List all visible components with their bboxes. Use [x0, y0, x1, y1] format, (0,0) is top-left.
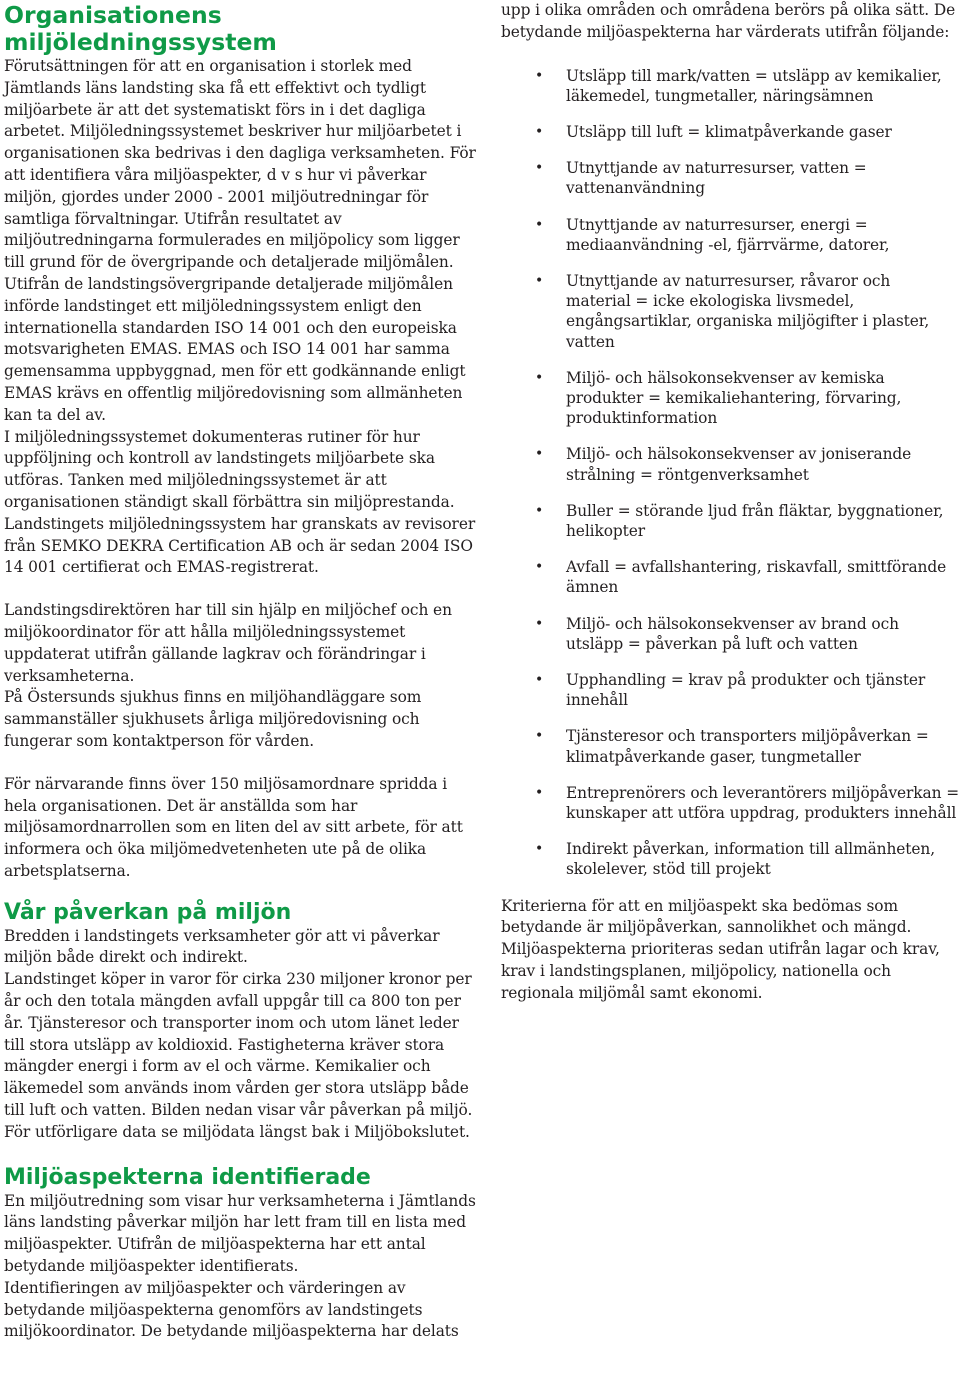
- bullet-icon: •: [535, 728, 544, 745]
- list-item: [501, 66, 959, 106]
- list-item: [501, 122, 959, 142]
- list-item: [501, 614, 959, 654]
- impact-details-paragraph: Landstinget köper in varor för cirka 230 miljoner kronor per år och den totala mängden avfall uppgår till ca 800 ton per år. Tjänsteresor och transporter inom och utom länet leder till stora utsläpp av koldioxid. Fastigheterna kräver stora mängder energi i form av el och värme. Kemikalier och läkemedel som används inom vården ger stora utsläpp både till luft och vatten. Bilden nedan visar vår påverkan på miljö. För utförligare data se miljödata längst bak i Miljöbokslutet.: [4, 970, 473, 1141]
- list-item: [501, 368, 959, 429]
- bullet-icon: •: [535, 446, 544, 463]
- priority-paragraph: Miljöaspekterna prioriteras sedan utifrån lagar och krav, krav i landstingsplanen, miljöpolicy, nationella och regionala miljömål samt ekonomi.: [501, 940, 940, 1002]
- list-item-text: Utnyttjande av naturresurser, råvaror och material = icke ekologiska livsmedel, engångsartiklar, organiska miljögifter i plaster, vatten: [566, 272, 930, 351]
- bullet-icon: •: [535, 559, 544, 576]
- bullet-icon: •: [535, 160, 544, 177]
- list-item: [501, 271, 959, 352]
- list-item-text: Tjänsteresor och transporters miljöpåverkan = klimatpåverkande gaser, tungmetaller: [566, 727, 929, 766]
- criteria-paragraph: Kriterierna för att en miljöaspekt ska bedömas som betydande är miljöpåverkan, sannolikhet och mängd.: [501, 896, 912, 937]
- list-item: [501, 726, 959, 766]
- bullet-icon: •: [535, 216, 544, 233]
- section-heading-impact: Vår påverkan på miljön: [4, 899, 292, 925]
- bullet-icon: •: [535, 67, 544, 84]
- bullet-icon: •: [535, 615, 544, 632]
- section-heading-aspects: Miljöaspekterna identifierade: [4, 1164, 371, 1190]
- aspect-list: [501, 66, 959, 880]
- list-item: [501, 158, 959, 198]
- coordinators-paragraph: För närvarande finns över 150 miljösamordnare spridda i hela organisationen. Det är anställda som har miljösamordnarrollen som en liten del av sitt arbete, för att informera och öka miljömedvetenheten ute på de olika arbetsplatserna.: [4, 774, 463, 880]
- list-item-text: Utsläpp till luft = klimatpåverkande gaser: [566, 123, 892, 141]
- director-paragraph: Landstingsdirektören har till sin hjälp en miljöchef och en miljökoordinator för att hålla miljöledningssystemet uppdaterat utifrån gällande lagkrav och förändringar i verksamheterna.: [4, 601, 452, 685]
- list-item-text: Upphandling = krav på produkter och tjänster innehåll: [566, 671, 926, 710]
- certification-paragraph: Landstingets miljöledningssystem har granskats av revisorer från SEMKO DEKRA Certification AB och är sedan 2004 ISO 14 001 certifierat och EMAS-registrerat.: [4, 514, 476, 577]
- continuation-paragraph: upp i olika områden och områdena berörs på olika sätt. De betydande miljöaspekterna har värderats utifrån följande:: [501, 1, 956, 41]
- bullet-icon: •: [535, 784, 544, 801]
- list-item: [501, 557, 959, 597]
- list-item: [501, 670, 959, 710]
- list-item-text: Indirekt påverkan, information till allmänheten, skolelever, stöd till projekt: [566, 840, 935, 879]
- bullet-icon: •: [535, 841, 544, 858]
- list-item-text: Utnyttjande av naturresurser, vatten = vattenanvändning: [566, 159, 867, 198]
- paragraph-spacer: [4, 1144, 476, 1165]
- paragraph-spacer: [4, 753, 476, 774]
- section-heading-management-system: Organisationens miljöledningssystem: [4, 1, 277, 56]
- list-item: [501, 215, 959, 255]
- paragraph-spacer: [4, 883, 476, 900]
- aspects-paragraph: En miljöutredning som visar hur verksamheterna i Jämtlands läns landsting påverkar miljön har lett fram till en lista med miljöaspekter. Utifrån de miljöaspekterna har ett antal betydande miljöaspekter identifierats.: [4, 1191, 476, 1276]
- list-item-text: Entreprenörers och leverantörers miljöpåverkan = kunskaper att utföra uppdrag, produkters innehåll: [566, 783, 960, 823]
- aspects-evaluation-paragraph: Identifieringen av miljöaspekter och värderingen av betydande miljöaspekterna genomförs av landstingets miljökoordinator. De betydande miljöaspekterna har delats: [4, 1278, 459, 1341]
- list-item: [501, 501, 959, 541]
- list-item: [501, 783, 959, 823]
- hospital-paragraph: På Östersunds sjukhus finns en miljöhandläggare som sammanställer sjukhusets årliga miljöredovisning och fungerar som kontaktperson för vården.: [4, 688, 422, 750]
- intro-paragraph: Förutsättningen för att en organisation i storlek med Jämtlands läns landsting ska få ett effektivt och tydligt miljöarbete är att det systematiskt förs in i det dagliga arbetet. Miljöledningssystemet beskriver hur miljöarbetet i organisationen ska bedrivas i den dagliga verksamheten. För att identifiera våra miljöaspekter, d v s hur vi påverkar miljön, gjordes under 2000 - 2001 miljöutredningar för samtliga förvaltningar. Utifrån resultatet av miljöutredningarna formulerades en miljöpolicy som ligger till grund för de övergripande och detaljerade miljömålen. Utifrån de landstingsövergripande detaljerade miljömålen införde landstinget ett miljöledningssystem enligt den internationella standarden ISO 14 001 och den europeiska motsvarigheten EMAS. EMAS och ISO 14 001 har samma gemensamma uppbyggnad, men för ett godkännande enligt EMAS krävs en offentlig miljöredovisning som allmänheten kan ta del av.: [4, 57, 476, 424]
- bullet-icon: •: [535, 502, 544, 519]
- list-item-text: Avfall = avfallshantering, riskavfall, smittförande ämnen: [566, 558, 947, 597]
- list-item-text: Miljö- och hälsokonsekvenser av joniserande strålning = röntgenverksamhet: [566, 445, 912, 484]
- bullet-icon: •: [535, 273, 544, 290]
- list-item-text: Buller = störande ljud från fläktar, byggnationer, helikopter: [566, 501, 944, 541]
- list-item: [501, 444, 959, 484]
- list-item-text: Utsläpp till mark/vatten = utsläpp av kemikalier, läkemedel, tungmetaller, näringsämnen: [566, 66, 942, 105]
- bullet-icon: •: [535, 124, 544, 140]
- list-item: [501, 839, 959, 879]
- documentation-paragraph: I miljöledningssystemet dokumenteras rutiner för hur uppföljning och kontroll av landstingets miljöarbete ska utföras. Tanken med miljöledningssystemet är att organisationen ständigt skall förbättra sin miljöprestanda.: [4, 427, 455, 511]
- bullet-icon: •: [535, 369, 544, 386]
- list-item-text: Miljö- och hälsokonsekvenser av kemiska produkter = kemikaliehantering, förvaring, produktinformation: [566, 368, 902, 428]
- right-column: [501, 0, 959, 1005]
- left-column: [4, 0, 476, 1343]
- list-item-text: Utnyttjande av naturresurser, energi = mediaanvändning -el, fjärrvärme, datorer,: [566, 215, 890, 254]
- bullet-icon: •: [535, 672, 544, 689]
- list-item-text: Miljö- och hälsokonsekvenser av brand och utsläpp = påverkan på luft och vatten: [566, 614, 899, 653]
- impact-paragraph: Bredden i landstingets verksamheter gör att vi påverkar miljön både direkt och indirekt.: [4, 926, 440, 967]
- paragraph-spacer: [4, 579, 476, 600]
